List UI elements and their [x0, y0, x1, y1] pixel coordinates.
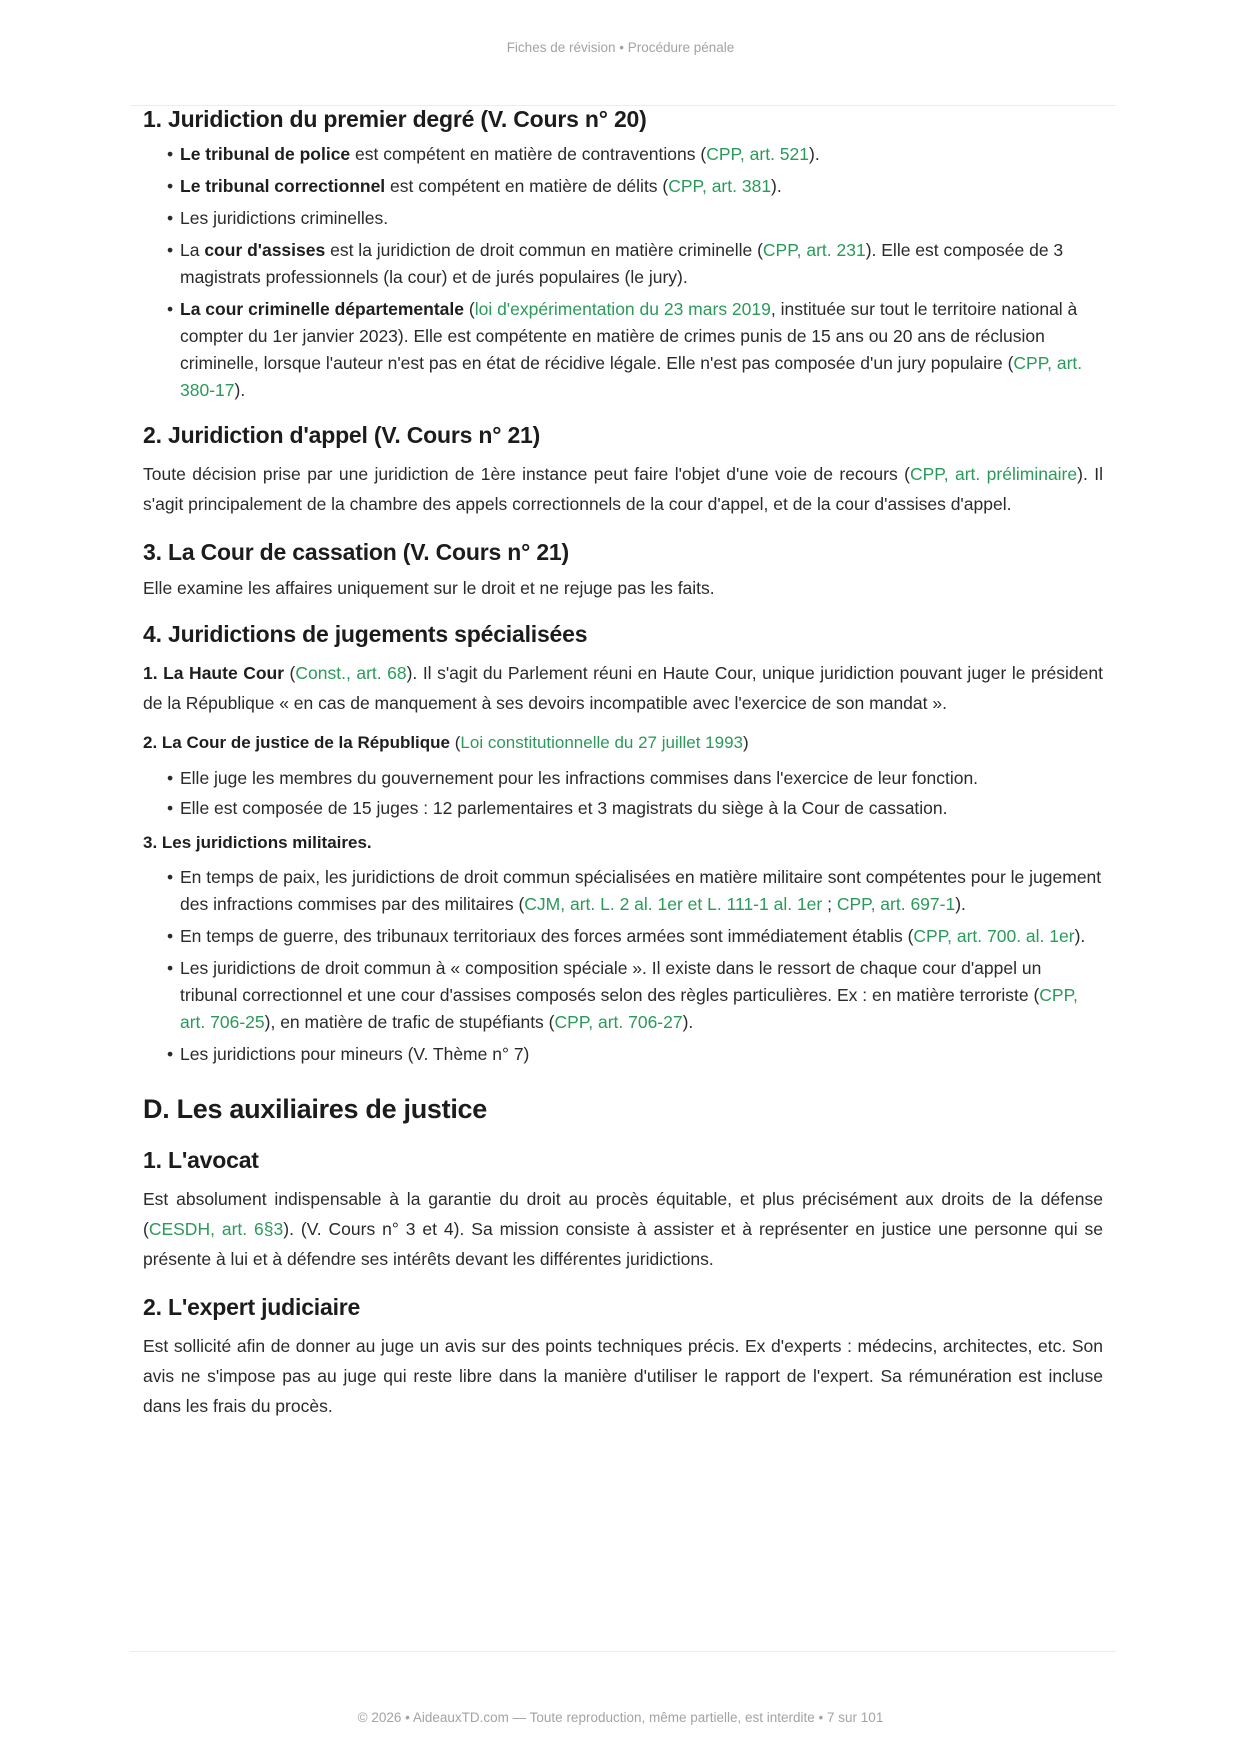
list-item: • Les juridictions de droit commun à « composition spéciale ». Il existe dans le ressort de chaque cour d'appel un tribunal correctionnel et une cour d'assises composés selon des règles particulières. Ex : en matière terroriste (CPP, art. 706-25), en matière de trafic de stupéfiants (CPP, art. 706-27).: [167, 955, 1103, 1036]
legal-reference-link[interactable]: CPP, art. 706-27: [554, 1012, 683, 1032]
expert-paragraph: Est sollicité afin de donner au juge un avis sur des points techniques précis. Ex d'experts : médecins, architectes, etc. Son avis ne s'impose pas au juge qui reste libre dans la manière d'utiliser le rapport de l'expert. Sa rémunération est incluse dans les frais du procès.: [143, 1336, 1103, 1416]
list-item: • La cour d'assises est la juridiction de droit commun en matière criminelle (CPP, art. 231). Elle est composée de 3 magistrats professionnels (la cour) et de jurés populaires (le jury).: [167, 237, 1103, 291]
legal-reference-link[interactable]: CPP, art. 380-17: [180, 353, 1083, 400]
footer-divider: [130, 1651, 1116, 1652]
military-list: [143, 864, 1103, 1068]
legal-reference-link[interactable]: Const., art. 68: [295, 663, 407, 683]
section-first-degree-title: 1. Juridiction du premier degré (V. Cours n° 20): [143, 106, 647, 132]
term: Le tribunal de police: [180, 144, 351, 164]
term: 1. La Haute Cour: [143, 663, 285, 683]
page-footer: © 2026 • AideauxTD.com — Toute reproduction, même partielle, est interdite • 7 sur 101: [357, 1710, 884, 1725]
legal-reference-link[interactable]: CPP, art. 706-25: [180, 985, 1078, 1032]
cjr-list: [143, 765, 1103, 822]
section-specialized-title: 4. Juridictions de jugements spécialisées: [143, 621, 588, 647]
legal-reference-link[interactable]: CPP, art. 521: [706, 144, 809, 164]
list-item: • Les juridictions criminelles.: [167, 205, 1103, 232]
legal-reference-link[interactable]: CJM, art. L. 2 al. 1er et L. 111-1 al. 1er: [524, 894, 823, 914]
cjr-heading: 2. La Cour de justice de la République (Loi constitutionnelle du 27 juillet 1993): [143, 733, 749, 752]
avocat-paragraph: Est absolument indispensable à la garantie du droit au procès équitable, et plus précisément aux droits de la défense (CESDH, art. 6§3). (V. Cours n° 3 et 4). Sa mission consiste à assister et à représenter en justice une personne qui se présente à lui et à défendre ses intérêts devant les différentes juridictions.: [143, 1189, 1103, 1269]
legal-reference-link[interactable]: CPP, art. 700. al. 1er: [913, 926, 1075, 946]
first-degree-list: [143, 141, 1103, 404]
page-content: [143, 104, 1103, 1421]
list-item: • En temps de guerre, des tribunaux territoriaux des forces armées sont immédiatement établis (CPP, art. 700. al. 1er).: [167, 923, 1103, 950]
cassation-paragraph: Elle examine les affaires uniquement sur le droit et ne rejuge pas les faits.: [143, 578, 715, 598]
term: 2. La Cour de justice de la République: [143, 733, 451, 752]
avocat-title: 1. L'avocat: [143, 1147, 259, 1173]
legal-reference-link[interactable]: CPP, art. 697-1: [836, 894, 956, 914]
military-heading: [143, 828, 1103, 858]
list-item: • Elle est composée de 15 juges : 12 parlementaires et 3 magistrats du siège à la Cour de cassation.: [167, 795, 1103, 822]
section-appeal-title: 2. Juridiction d'appel (V. Cours n° 21): [143, 422, 541, 448]
legal-reference-link[interactable]: CPP, art. 231: [762, 240, 866, 260]
legal-reference-link[interactable]: Loi constitutionnelle du 27 juillet 1993: [460, 733, 743, 752]
list-item: • La cour criminelle départementale (loi d'expérimentation du 23 mars 2019, instituée sur tout le territoire national à compter du 1er janvier 2023). Elle est compétente en matière de crimes punis de 15 ans ou 20 ans de réclusion criminelle, lorsque l'auteur n'est pas en état de récidive légale. Elle n'est pas composée d'un jury populaire (CPP, art. 380-17).: [167, 296, 1103, 404]
legal-reference-link[interactable]: CPP, art. 381: [668, 176, 772, 196]
expert-title: 2. L'expert judiciaire: [143, 1294, 361, 1320]
legal-reference-link[interactable]: CESDH, art. 6§3: [148, 1219, 284, 1239]
section-cassation-title: 3. La Cour de cassation (V. Cours n° 21): [143, 539, 569, 565]
legal-reference-link[interactable]: loi d'expérimentation du 23 mars 2019: [474, 299, 771, 319]
appeal-paragraph: Toute décision prise par une juridiction de 1ère instance peut faire l'objet d'une voie de recours (CPP, art. préliminaire). Il s'agit principalement de la chambre des appels correctionnels de la cour d'appel, et de la cour d'assises d'appel.: [143, 464, 1103, 514]
list-item: • Le tribunal de police est compétent en matière de contraventions (CPP, art. 521).: [167, 141, 1103, 168]
term: cour d'assises: [204, 240, 326, 260]
list-item: • Elle juge les membres du gouvernement pour les infractions commises dans l'exercice de leur fonction.: [167, 765, 1103, 792]
list-item: • En temps de paix, les juridictions de droit commun spécialisées en matière militaire sont compétentes pour le jugement des infractions commises par des militaires (CJM, art. L. 2 al. 1er et L. 111-1 al. 1er ; CPP, art. 697-1).: [167, 864, 1103, 918]
list-item: • Les juridictions pour mineurs (V. Thème n° 7): [167, 1041, 1103, 1068]
legal-reference-link[interactable]: CPP, art. préliminaire: [909, 464, 1078, 484]
term: Le tribunal correctionnel: [180, 176, 386, 196]
section-auxiliaires-title: D. Les auxiliaires de justice: [143, 1094, 487, 1124]
list-item: • Le tribunal correctionnel est compétent en matière de délits (CPP, art. 381).: [167, 173, 1103, 200]
term: La cour criminelle départementale: [180, 299, 464, 319]
haute-cour-paragraph: 1. La Haute Cour (Const., art. 68). Il s'agit du Parlement réuni en Haute Cour, unique juridiction pouvant juger le président de la République « en cas de manquement à ses devoirs incompatible avec l'exercice de son mandat ».: [143, 663, 1103, 713]
term: 3. Les juridictions militaires.: [143, 833, 372, 852]
page-header: Fiches de révision • Procédure pénale: [506, 40, 735, 55]
